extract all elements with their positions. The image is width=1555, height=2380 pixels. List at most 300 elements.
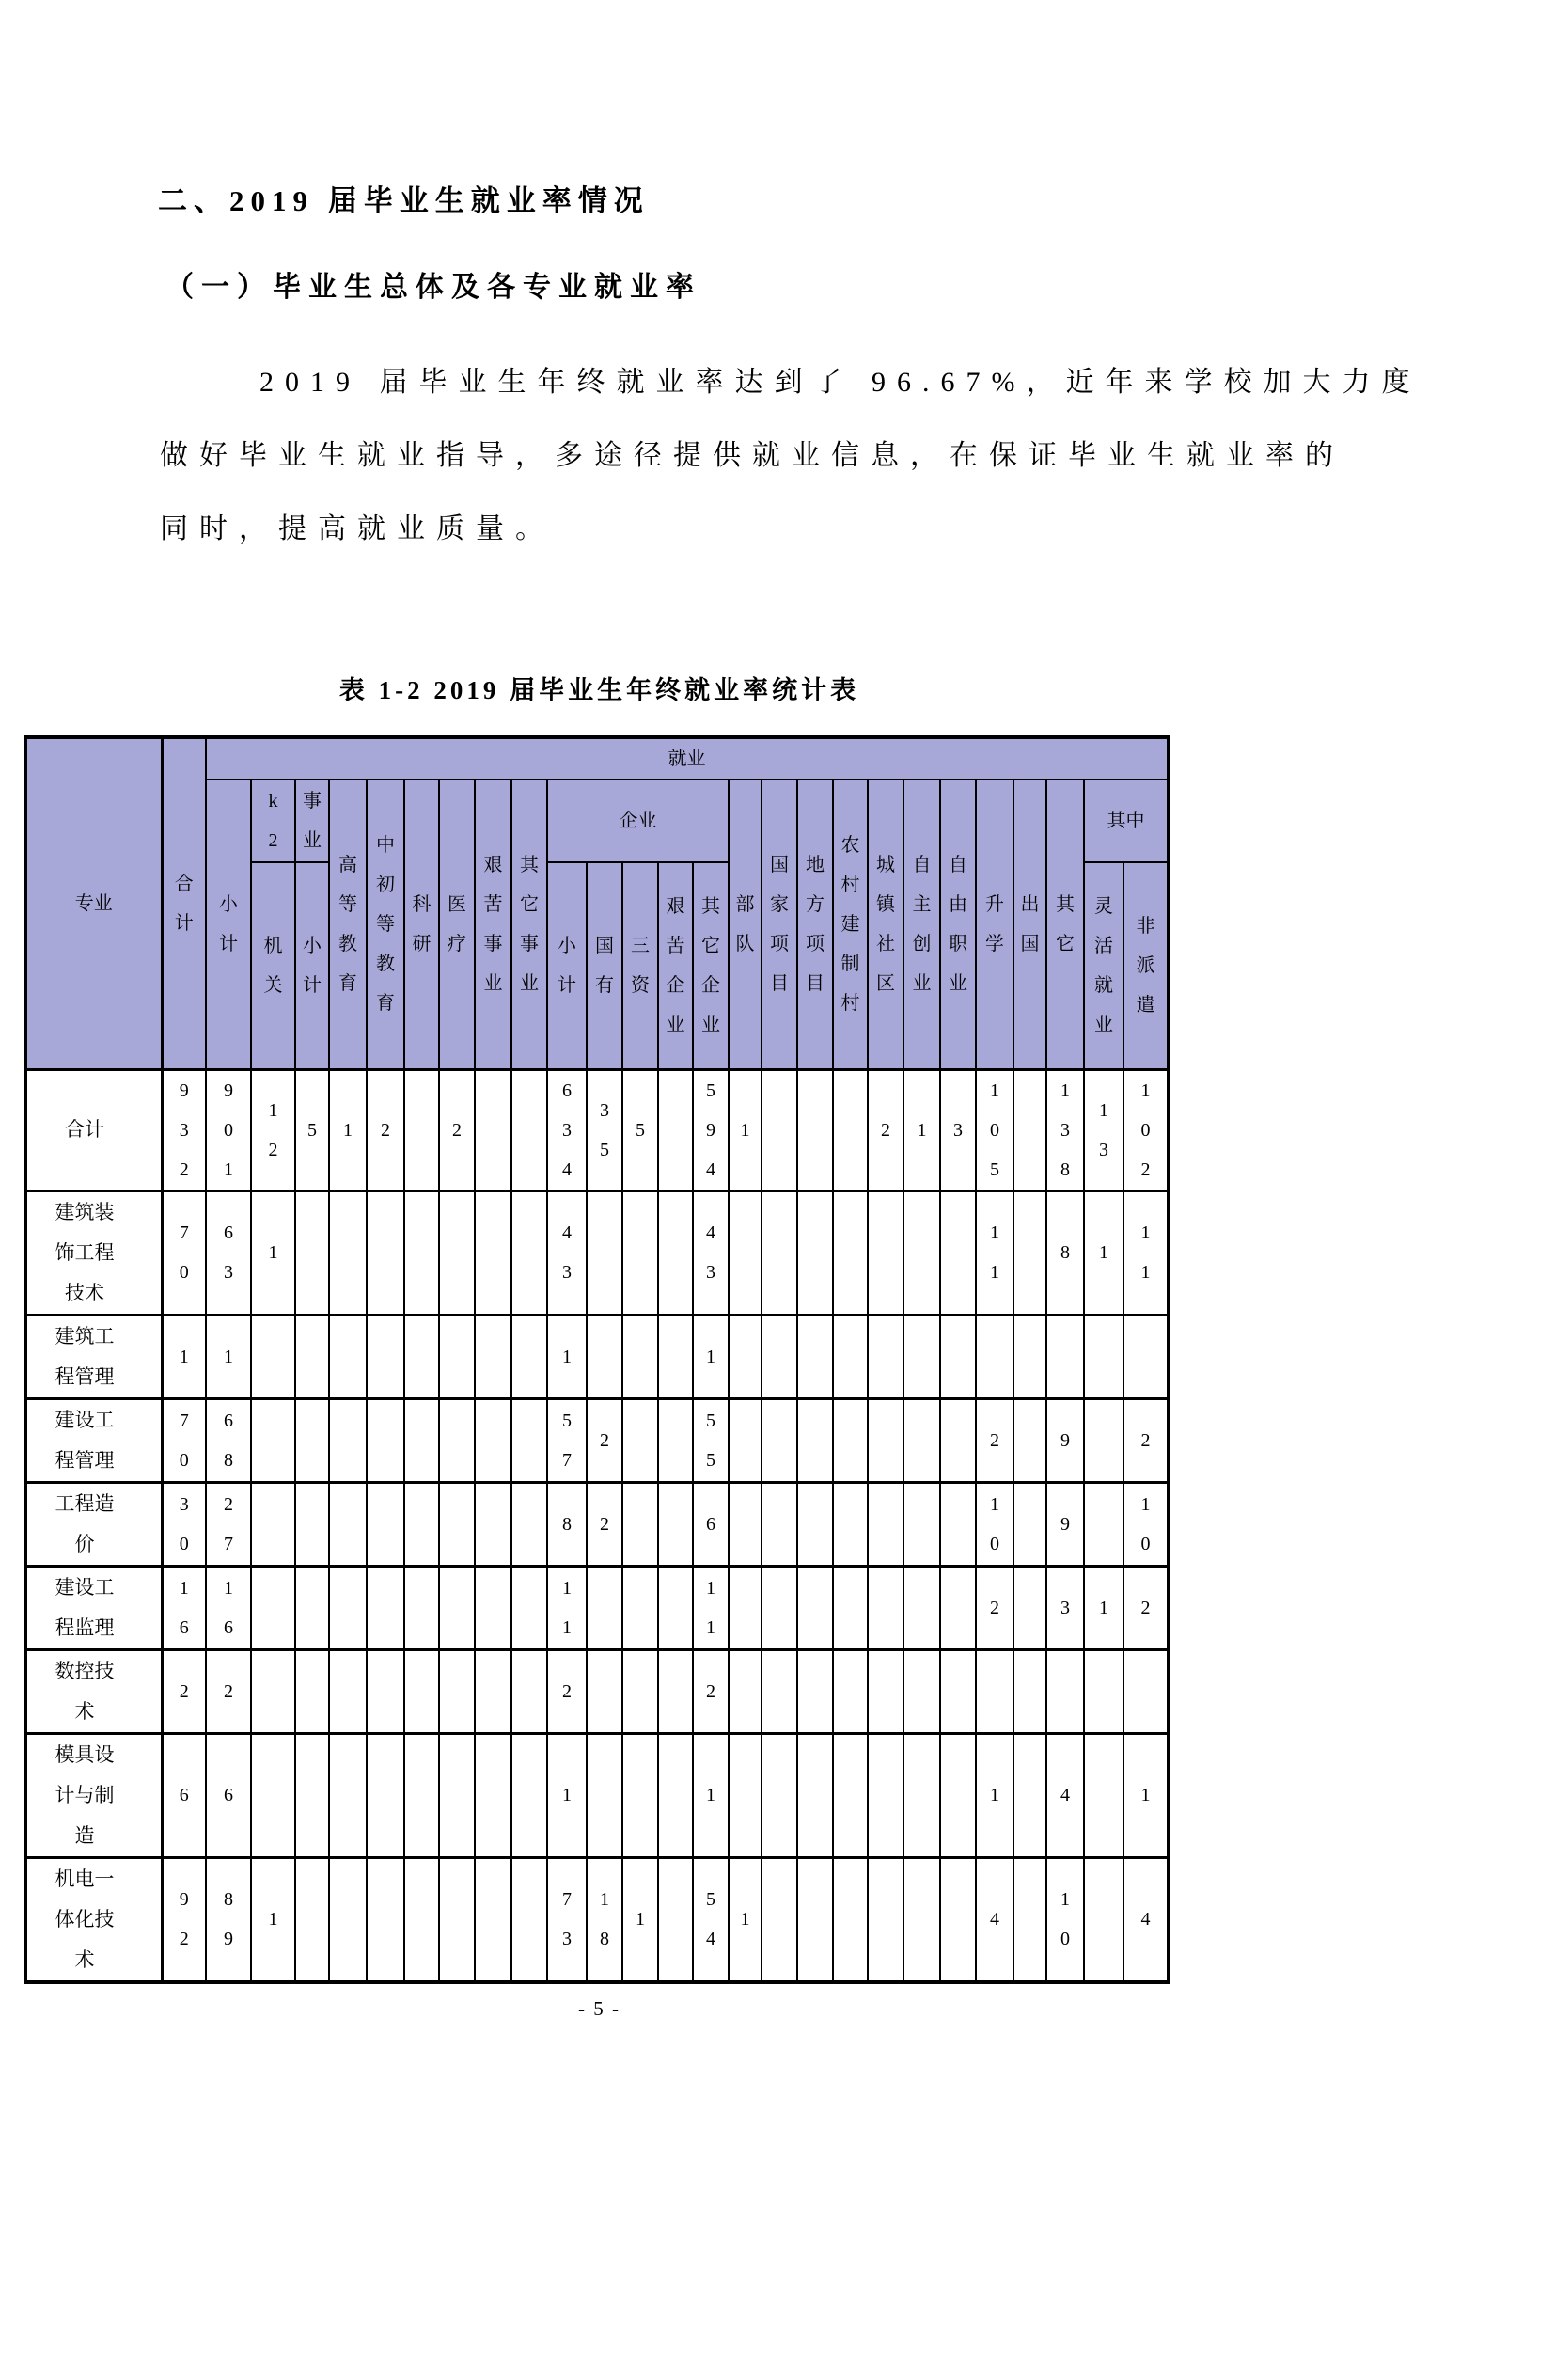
- table-cell: [729, 1315, 762, 1398]
- table-cell: 1: [547, 1315, 587, 1398]
- table-row: [25, 1649, 1169, 1733]
- table-cell: 2: [162, 1649, 206, 1733]
- table-cell: 2: [439, 1069, 475, 1190]
- table-cell: [475, 1398, 511, 1482]
- col-research: 科 研: [404, 780, 439, 1069]
- table-row: [25, 1566, 1169, 1649]
- table-cell: [868, 1649, 903, 1733]
- table-cell: [329, 1190, 367, 1315]
- table-cell: 2: [868, 1069, 903, 1190]
- paragraph-line: 同时，提高就业质量。: [160, 513, 555, 544]
- table-cell: 8: [1046, 1190, 1084, 1315]
- table-cell: [833, 1069, 868, 1190]
- table-cell: [295, 1315, 329, 1398]
- table-cell: 1: [693, 1315, 729, 1398]
- table-cell: [729, 1566, 762, 1649]
- table-cell: [329, 1315, 367, 1398]
- table-cell: [404, 1649, 439, 1733]
- table-cell: 5 7: [547, 1398, 587, 1482]
- col-major: 专业: [25, 737, 162, 1069]
- table-cell: [1123, 1315, 1169, 1398]
- col-other: 其 它: [1046, 780, 1084, 1069]
- table-cell: 8 9: [206, 1857, 251, 1982]
- table-cell: 2: [587, 1482, 622, 1566]
- table-cell: [797, 1190, 833, 1315]
- col-foreign-funded: 三 资: [622, 862, 658, 1069]
- table-cell: [1046, 1315, 1084, 1398]
- document-page: [0, 181, 1555, 2021]
- table-cell: [475, 1566, 511, 1649]
- table-cell: [1013, 1649, 1046, 1733]
- table-cell: 5: [295, 1069, 329, 1190]
- table-cell: 9: [1046, 1482, 1084, 1566]
- col-k2: k 2: [251, 780, 295, 862]
- table-cell: [1084, 1398, 1123, 1482]
- table-cell: 4: [1046, 1733, 1084, 1857]
- table-cell: [367, 1857, 404, 1982]
- table-cell: [797, 1315, 833, 1398]
- table-cell: 9 0 1: [206, 1069, 251, 1190]
- table-cell: 1 0: [976, 1482, 1013, 1566]
- table-row: [25, 1315, 1169, 1398]
- table-cell: [797, 1857, 833, 1982]
- table-cell: [511, 1482, 547, 1566]
- table-cell: 2 7: [206, 1482, 251, 1566]
- table-cell: [833, 1649, 868, 1733]
- col-local-project: 地 方 项 目: [797, 780, 833, 1069]
- col-rural-village: 农 村 建 制 村: [833, 780, 868, 1069]
- table-cell: [367, 1398, 404, 1482]
- table-cell: [868, 1315, 903, 1398]
- table-cell: [404, 1733, 439, 1857]
- table-cell: [367, 1482, 404, 1566]
- table-cell: [329, 1398, 367, 1482]
- table-cell: [976, 1649, 1013, 1733]
- table-cell: [903, 1398, 940, 1482]
- table-cell: 5 5: [693, 1398, 729, 1482]
- table-cell: 1 8: [587, 1857, 622, 1982]
- table-cell: [762, 1398, 797, 1482]
- table-cell: 1: [729, 1857, 762, 1982]
- table-cell: 1: [1084, 1566, 1123, 1649]
- table-cell: [729, 1190, 762, 1315]
- section-heading: 二、2019 届毕业生就业率情况: [158, 184, 650, 217]
- table-cell: [797, 1398, 833, 1482]
- table-cell: 2: [367, 1069, 404, 1190]
- table-cell: [940, 1482, 976, 1566]
- table-cell: [511, 1398, 547, 1482]
- table-cell: [404, 1857, 439, 1982]
- col-state-owned: 国 有: [587, 862, 622, 1069]
- table-cell: [940, 1315, 976, 1398]
- table-cell: [475, 1482, 511, 1566]
- table-cell: [511, 1649, 547, 1733]
- table-cell: [903, 1649, 940, 1733]
- table-cell: 7 0: [162, 1398, 206, 1482]
- table-cell: 5 4: [693, 1857, 729, 1982]
- table-cell: 6 3: [206, 1190, 251, 1315]
- table-cell: [658, 1733, 693, 1857]
- table-cell: [329, 1482, 367, 1566]
- table-row: [25, 1857, 1169, 1982]
- table-cell: [511, 1315, 547, 1398]
- table-cell: [587, 1649, 622, 1733]
- col-enterprise-subtotal: 小 计: [547, 862, 587, 1069]
- table-cell: [329, 1857, 367, 1982]
- table-cell: [1084, 1315, 1123, 1398]
- table-cell: [251, 1315, 295, 1398]
- table-cell: 2: [976, 1566, 1013, 1649]
- table-cell: [367, 1190, 404, 1315]
- table-cell: [511, 1190, 547, 1315]
- table-cell: [658, 1069, 693, 1190]
- row-label: 数控技术: [25, 1649, 162, 1733]
- table-row: [25, 1733, 1169, 1857]
- table-cell: [1013, 1069, 1046, 1190]
- table-cell: [658, 1190, 693, 1315]
- table-row: [25, 1069, 1169, 1190]
- table-cell: [1046, 1649, 1084, 1733]
- table-cell: [868, 1190, 903, 1315]
- table-cell: [622, 1190, 658, 1315]
- table-cell: 8: [547, 1482, 587, 1566]
- table-cell: 2: [1123, 1398, 1169, 1482]
- col-self-employment: 自 主 创 业: [903, 780, 940, 1069]
- table-cell: 9 3 2: [162, 1069, 206, 1190]
- table-cell: 1 0: [1046, 1857, 1084, 1982]
- paragraph-line: 做好毕业生就业指导，多途径提供就业信息，在保证毕业生就业率的: [160, 440, 1344, 471]
- table-header: [25, 737, 1169, 1069]
- col-basic-education: 中 初 等 教 育: [367, 780, 404, 1069]
- table-cell: [903, 1315, 940, 1398]
- col-flexible-employment: 灵 活 就 业: [1084, 862, 1123, 1069]
- table-cell: [833, 1733, 868, 1857]
- table-cell: [658, 1857, 693, 1982]
- table-cell: [868, 1566, 903, 1649]
- table-cell: [1084, 1482, 1123, 1566]
- table-cell: [404, 1482, 439, 1566]
- col-hardship-institution: 艰 苦 事 业: [475, 780, 511, 1069]
- table-cell: [1013, 1315, 1046, 1398]
- page-number: - 5 -: [578, 1996, 620, 2020]
- table-cell: [439, 1398, 475, 1482]
- table-cell: 1: [251, 1857, 295, 1982]
- row-label: 建设工程监理: [25, 1566, 162, 1649]
- table-cell: 4: [976, 1857, 1013, 1982]
- group-employment: 就业: [206, 737, 1169, 780]
- table-cell: 7 3: [547, 1857, 587, 1982]
- table-cell: 3: [940, 1069, 976, 1190]
- table-cell: [1084, 1857, 1123, 1982]
- table-cell: [439, 1857, 475, 1982]
- table-cell: [797, 1482, 833, 1566]
- table-cell: [329, 1566, 367, 1649]
- table-cell: [903, 1190, 940, 1315]
- table-cell: [439, 1566, 475, 1649]
- table-cell: [903, 1857, 940, 1982]
- table-cell: [439, 1482, 475, 1566]
- col-other-enterprise: 其 它 企 业: [693, 862, 729, 1069]
- table-cell: [833, 1398, 868, 1482]
- table-cell: 4 3: [547, 1190, 587, 1315]
- table-cell: [940, 1398, 976, 1482]
- table-cell: 1 1: [547, 1566, 587, 1649]
- table-cell: 9 2: [162, 1857, 206, 1982]
- table-cell: [329, 1649, 367, 1733]
- table-cell: [439, 1733, 475, 1857]
- employment-rate-table: [24, 735, 1170, 1984]
- table-cell: 6: [206, 1733, 251, 1857]
- table-cell: [903, 1733, 940, 1857]
- table-row: [25, 1190, 1169, 1315]
- table-body: [25, 1069, 1169, 1982]
- table-cell: [511, 1566, 547, 1649]
- table-cell: 1: [693, 1733, 729, 1857]
- table-cell: 1: [1123, 1733, 1169, 1857]
- table-cell: [251, 1733, 295, 1857]
- table-cell: 5: [622, 1069, 658, 1190]
- table-cell: [587, 1315, 622, 1398]
- table-cell: 1 3 8: [1046, 1069, 1084, 1190]
- row-label: 建筑工程管理: [25, 1315, 162, 1398]
- table-cell: [404, 1190, 439, 1315]
- table-cell: [868, 1398, 903, 1482]
- table-cell: 1 1: [693, 1566, 729, 1649]
- table-cell: [251, 1649, 295, 1733]
- table-title: 表 1-2 2019 届毕业生年终就业率统计表: [338, 676, 860, 704]
- table-cell: 2: [547, 1649, 587, 1733]
- table-cell: 6 8: [206, 1398, 251, 1482]
- table-cell: 1: [162, 1315, 206, 1398]
- table-cell: [622, 1566, 658, 1649]
- table-cell: [729, 1398, 762, 1482]
- table-cell: [404, 1315, 439, 1398]
- table-cell: [511, 1069, 547, 1190]
- table-cell: [658, 1566, 693, 1649]
- table-cell: 6 3 4: [547, 1069, 587, 1190]
- table-cell: [833, 1857, 868, 1982]
- table-cell: [833, 1190, 868, 1315]
- table-cell: [658, 1315, 693, 1398]
- table-cell: 6: [162, 1733, 206, 1857]
- table-cell: 1 0 5: [976, 1069, 1013, 1190]
- table-cell: 1 3: [1084, 1069, 1123, 1190]
- col-gov-agency: 机 关: [251, 862, 295, 1069]
- table-cell: [762, 1857, 797, 1982]
- table-cell: [439, 1190, 475, 1315]
- table-cell: [1013, 1733, 1046, 1857]
- table-cell: [868, 1482, 903, 1566]
- table-row: [25, 1398, 1169, 1482]
- table-cell: [367, 1649, 404, 1733]
- table-cell: 1: [976, 1733, 1013, 1857]
- table-cell: [1013, 1857, 1046, 1982]
- table-cell: [729, 1482, 762, 1566]
- table-cell: [762, 1566, 797, 1649]
- row-label: 工程造价: [25, 1482, 162, 1566]
- table-cell: [1084, 1649, 1123, 1733]
- col-institution-subtotal: 小 计: [295, 862, 329, 1069]
- table-cell: [658, 1398, 693, 1482]
- table-cell: 9: [1046, 1398, 1084, 1482]
- col-other-institution: 其 它 事 业: [511, 780, 547, 1069]
- col-freelance: 自 由 职 业: [940, 780, 976, 1069]
- col-total: 合 计: [162, 737, 206, 1069]
- table-cell: [475, 1315, 511, 1398]
- table-cell: [729, 1649, 762, 1733]
- table-cell: [295, 1482, 329, 1566]
- table-cell: [251, 1398, 295, 1482]
- table-cell: [295, 1649, 329, 1733]
- table-cell: [940, 1566, 976, 1649]
- table-cell: [475, 1649, 511, 1733]
- table-cell: [404, 1069, 439, 1190]
- table-cell: [976, 1315, 1013, 1398]
- body-paragraph: [160, 346, 1421, 566]
- table-cell: [940, 1733, 976, 1857]
- table-cell: 1: [251, 1190, 295, 1315]
- table-cell: [729, 1733, 762, 1857]
- table-cell: 3 5: [587, 1069, 622, 1190]
- table-cell: [940, 1857, 976, 1982]
- table-cell: [329, 1733, 367, 1857]
- table-cell: [251, 1482, 295, 1566]
- table-cell: [295, 1566, 329, 1649]
- table-cell: 1: [903, 1069, 940, 1190]
- col-hardship-enterprise: 艰 苦 企 业: [658, 862, 693, 1069]
- col-national-project: 国 家 项 目: [762, 780, 797, 1069]
- table-cell: [940, 1649, 976, 1733]
- table-cell: [797, 1069, 833, 1190]
- table-cell: [367, 1733, 404, 1857]
- table-cell: [295, 1857, 329, 1982]
- table-cell: [511, 1733, 547, 1857]
- table-cell: [868, 1733, 903, 1857]
- table-cell: [762, 1315, 797, 1398]
- col-abroad: 出 国: [1013, 780, 1046, 1069]
- table-cell: 2: [693, 1649, 729, 1733]
- table-cell: [295, 1733, 329, 1857]
- table-cell: [903, 1482, 940, 1566]
- table-cell: [404, 1566, 439, 1649]
- table-cell: 5 9 4: [693, 1069, 729, 1190]
- table-cell: [762, 1649, 797, 1733]
- table-cell: 4: [1123, 1857, 1169, 1982]
- table-cell: 1: [547, 1733, 587, 1857]
- table-cell: [940, 1190, 976, 1315]
- table-cell: [587, 1190, 622, 1315]
- table-cell: [367, 1315, 404, 1398]
- group-public-institution: 事 业: [295, 780, 329, 862]
- table-cell: [1013, 1398, 1046, 1482]
- group-among-which: 其中: [1084, 780, 1169, 862]
- table-cell: [1013, 1566, 1046, 1649]
- table-cell: 2: [206, 1649, 251, 1733]
- table-cell: [475, 1190, 511, 1315]
- table-cell: [622, 1398, 658, 1482]
- col-army: 部 队: [729, 780, 762, 1069]
- table-cell: [1084, 1733, 1123, 1857]
- table-cell: [622, 1315, 658, 1398]
- table-cell: [1013, 1190, 1046, 1315]
- table-cell: [475, 1069, 511, 1190]
- table-cell: 1 6: [162, 1566, 206, 1649]
- table-cell: [1123, 1649, 1169, 1733]
- table-cell: [475, 1733, 511, 1857]
- table-cell: 3: [1046, 1566, 1084, 1649]
- table-cell: [762, 1482, 797, 1566]
- col-further-study: 升 学: [976, 780, 1013, 1069]
- table-cell: [511, 1857, 547, 1982]
- table-cell: 1 2: [251, 1069, 295, 1190]
- table-cell: 1 1: [1123, 1190, 1169, 1315]
- table-cell: [622, 1649, 658, 1733]
- table-cell: [903, 1566, 940, 1649]
- table-cell: [797, 1733, 833, 1857]
- table-cell: 1: [206, 1315, 251, 1398]
- table-cell: 1 1: [976, 1190, 1013, 1315]
- table-cell: [622, 1733, 658, 1857]
- table-cell: 1: [622, 1857, 658, 1982]
- table-cell: 1 0 2: [1123, 1069, 1169, 1190]
- col-higher-education: 高 等 教 育: [329, 780, 367, 1069]
- row-label: 模具设计与制造: [25, 1733, 162, 1857]
- table-cell: [833, 1315, 868, 1398]
- table-cell: 1: [329, 1069, 367, 1190]
- table-cell: [622, 1482, 658, 1566]
- table-cell: 1: [729, 1069, 762, 1190]
- table-cell: [587, 1566, 622, 1649]
- table-cell: [367, 1566, 404, 1649]
- table-cell: [295, 1398, 329, 1482]
- table-cell: [1013, 1482, 1046, 1566]
- table-cell: [404, 1398, 439, 1482]
- table-cell: [475, 1857, 511, 1982]
- group-enterprise: 企业: [547, 780, 729, 862]
- table-cell: [658, 1649, 693, 1733]
- col-urban-community: 城 镇 社 区: [868, 780, 903, 1069]
- table-cell: [797, 1566, 833, 1649]
- table-cell: 4 3: [693, 1190, 729, 1315]
- subsection-heading: （一）毕业生总体及各专业就业率: [165, 272, 701, 303]
- row-label: 建筑装饰工程技术: [25, 1190, 162, 1315]
- table-cell: [797, 1649, 833, 1733]
- table-cell: [439, 1315, 475, 1398]
- table-cell: [762, 1733, 797, 1857]
- table-cell: [439, 1649, 475, 1733]
- col-medical: 医 疗: [439, 780, 475, 1069]
- table-cell: [833, 1566, 868, 1649]
- table-cell: [658, 1482, 693, 1566]
- table-cell: [251, 1566, 295, 1649]
- table-cell: [762, 1069, 797, 1190]
- table-cell: 3 0: [162, 1482, 206, 1566]
- paragraph-line: 2019 届毕业生年终就业率达到了 96.67%，近年来学校加大力度: [259, 367, 1421, 398]
- row-label: 建设工程管理: [25, 1398, 162, 1482]
- table-cell: [868, 1857, 903, 1982]
- table-cell: 2: [587, 1398, 622, 1482]
- table-cell: 1 6: [206, 1566, 251, 1649]
- table-row: [25, 1482, 1169, 1566]
- col-employed-subtotal: 小 计: [206, 780, 251, 1069]
- table-cell: 2: [976, 1398, 1013, 1482]
- row-label: 合计: [25, 1069, 162, 1190]
- table-cell: 1 0: [1123, 1482, 1169, 1566]
- table-cell: 2: [1123, 1566, 1169, 1649]
- col-non-dispatch: 非 派 遣: [1123, 862, 1169, 1069]
- table-cell: [295, 1190, 329, 1315]
- table-cell: 6: [693, 1482, 729, 1566]
